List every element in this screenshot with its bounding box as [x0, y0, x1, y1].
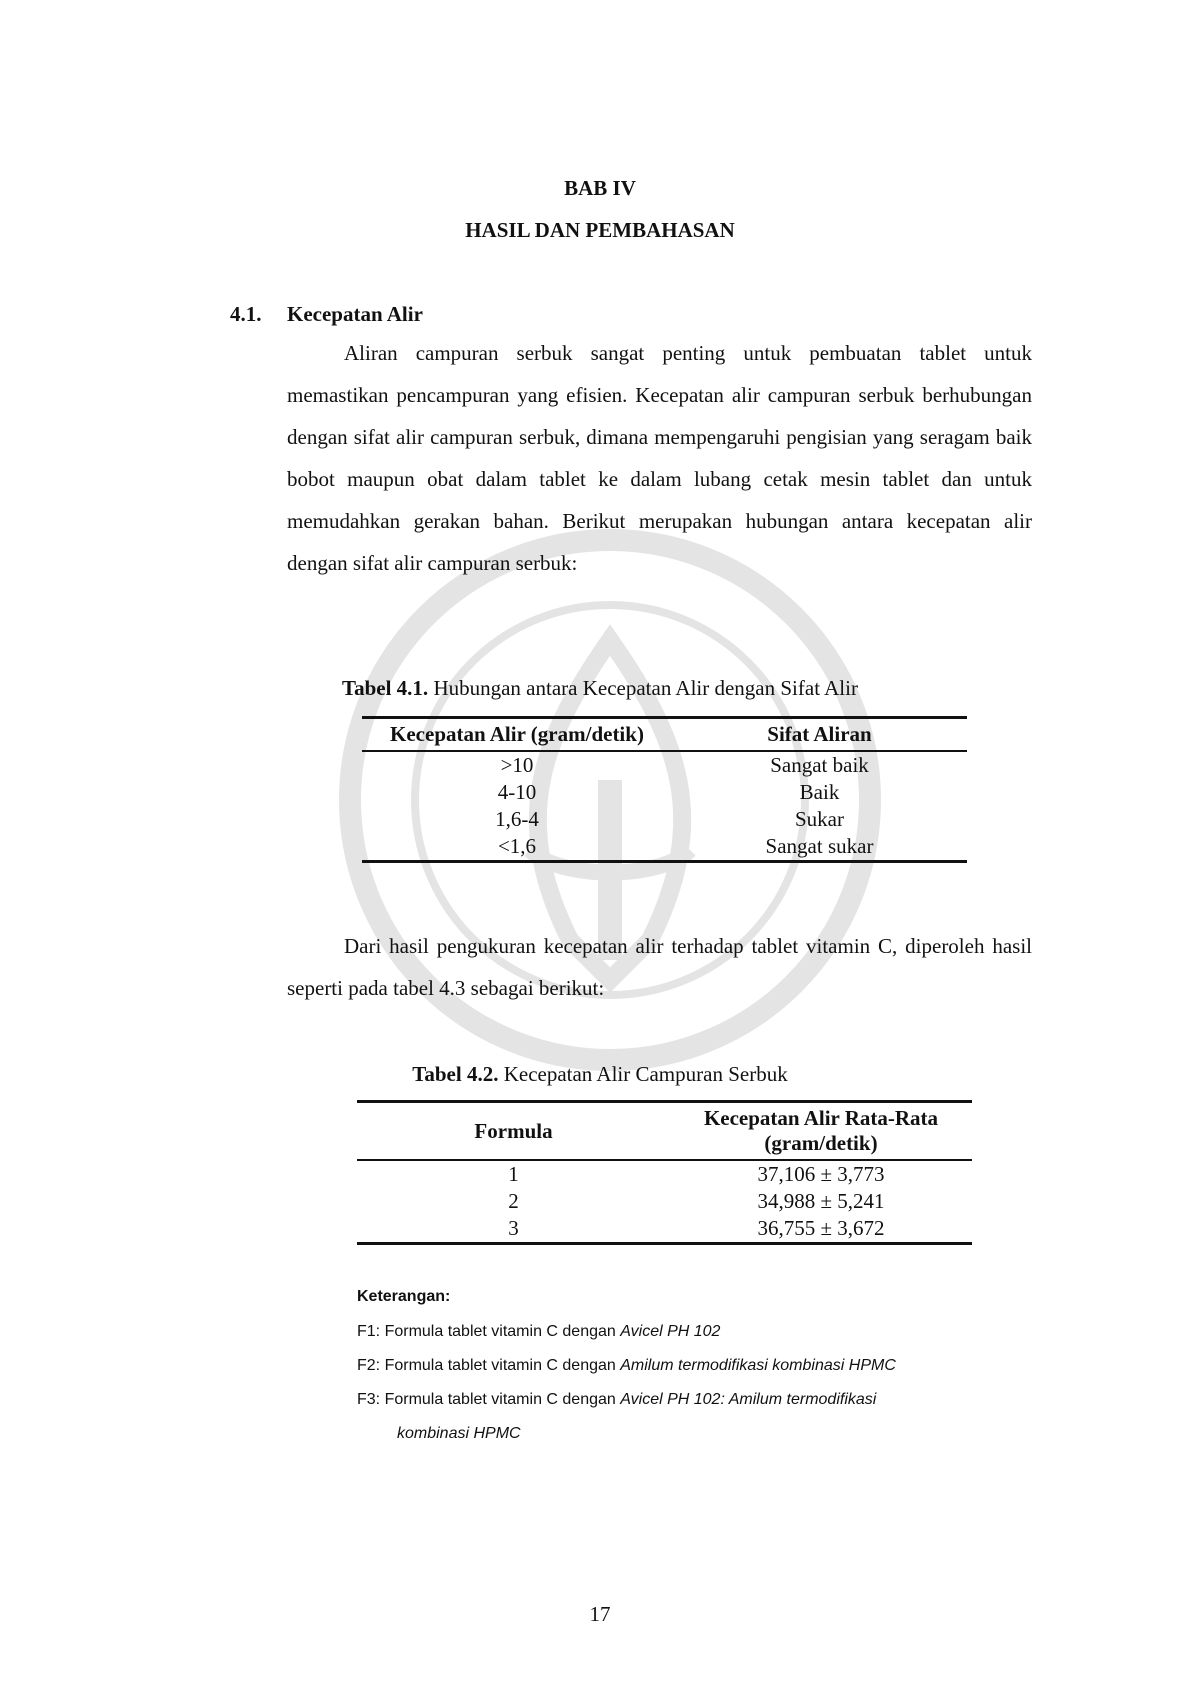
table-caption [0, 676, 1200, 701]
table-header-cell: Formula [474, 1118, 553, 1143]
section-heading [230, 302, 423, 327]
note-item [357, 1315, 1032, 1349]
table-header-row [362, 718, 967, 752]
table-cell: 37,106 ± 3,773 [757, 1162, 885, 1186]
body-paragraph: Aliran campuran serbuk sangat penting untuk pembuatan tablet untuk memastikan pencampuran yang efisien. Kecepatan alir campuran serbuk berhubungan dengan sifat alir campuran serbuk, dimana mempengaruhi pengisian yang seragam baik bobot maupun obat dalam tablet ke dalam lubang cetak mesin tablet dan untuk memudahkan gerakan bahan. Berikut merupakan hubungan antara kecepatan alir dengan sifat alir campuran serbuk: [287, 341, 1032, 575]
table-row [362, 833, 967, 862]
table-cell: 4-10 [497, 780, 537, 804]
page-number: 17 [589, 1602, 611, 1626]
table-cell: 2 [508, 1189, 519, 1213]
table-header-cell: Sifat Aliran [767, 722, 872, 746]
table-cell: <1,6 [497, 834, 537, 858]
flow-rate-results-table [357, 1100, 972, 1245]
table-caption-label: Tabel 4.2. [412, 1062, 499, 1086]
note-text: Formula tablet vitamin C dengan [380, 1357, 621, 1374]
table-caption-label: Tabel 4.1. [342, 676, 429, 700]
table-cell: 1,6-4 [495, 807, 539, 831]
note-italic: Avicel PH 102: Amilum termodifikasi [620, 1391, 877, 1408]
table-row [362, 779, 967, 806]
table-cell: 36,755 ± 3,672 [757, 1216, 885, 1240]
section-title: Kecepatan Alir [287, 302, 423, 326]
table-row [362, 806, 967, 833]
table-row [362, 751, 967, 779]
table-cell: 3 [508, 1216, 519, 1240]
note-item [357, 1383, 1032, 1451]
table-cell: 1 [508, 1162, 519, 1186]
note-italic: Amilum termodifikasi kombinasi HPMC [620, 1357, 896, 1374]
table-cell: >10 [500, 753, 534, 777]
table-row [357, 1188, 972, 1215]
table-cell: Baik [799, 780, 840, 804]
table-caption-text: Hubungan antara Kecepatan Alir dengan Sifat Alir [428, 676, 858, 700]
chapter-title: HASIL DAN PEMBAHASAN [465, 218, 735, 242]
note-label: F1: [357, 1323, 381, 1340]
table-caption-text: Kecepatan Alir Campuran Serbuk [498, 1062, 788, 1086]
table-header-row [357, 1102, 972, 1161]
table-row [357, 1160, 972, 1188]
note-text: Formula tablet vitamin C dengan [380, 1391, 621, 1408]
note-label: F2: [357, 1357, 381, 1374]
table-header-cell: Kecepatan Alir (gram/detik) [390, 722, 644, 746]
table-row [357, 1215, 972, 1244]
table-caption [0, 1062, 1200, 1087]
chapter-number: BAB IV [564, 176, 636, 200]
note-italic: Avicel PH 102 [620, 1323, 721, 1340]
section-number: 4.1. [230, 302, 262, 326]
table-cell: 34,988 ± 5,241 [757, 1189, 885, 1213]
notes-title: Keterangan: [357, 1288, 451, 1305]
flow-property-table [362, 716, 967, 863]
note-italic-continuation: kombinasi HPMC [397, 1425, 521, 1442]
note-item [357, 1349, 1032, 1383]
body-paragraph: Dari hasil pengukuran kecepatan alir terhadap tablet vitamin C, diperoleh hasil seperti pada tabel 4.3 sebagai berikut: [287, 934, 1032, 1000]
note-text: Formula tablet vitamin C dengan [380, 1323, 621, 1340]
table-cell: Sangat sukar [765, 834, 874, 858]
table-cell: Sangat baik [770, 753, 869, 777]
table-header-cell: Kecepatan Alir Rata-Rata (gram/detik) [703, 1106, 939, 1155]
table-cell: Sukar [795, 807, 844, 831]
note-label: F3: [357, 1391, 381, 1408]
